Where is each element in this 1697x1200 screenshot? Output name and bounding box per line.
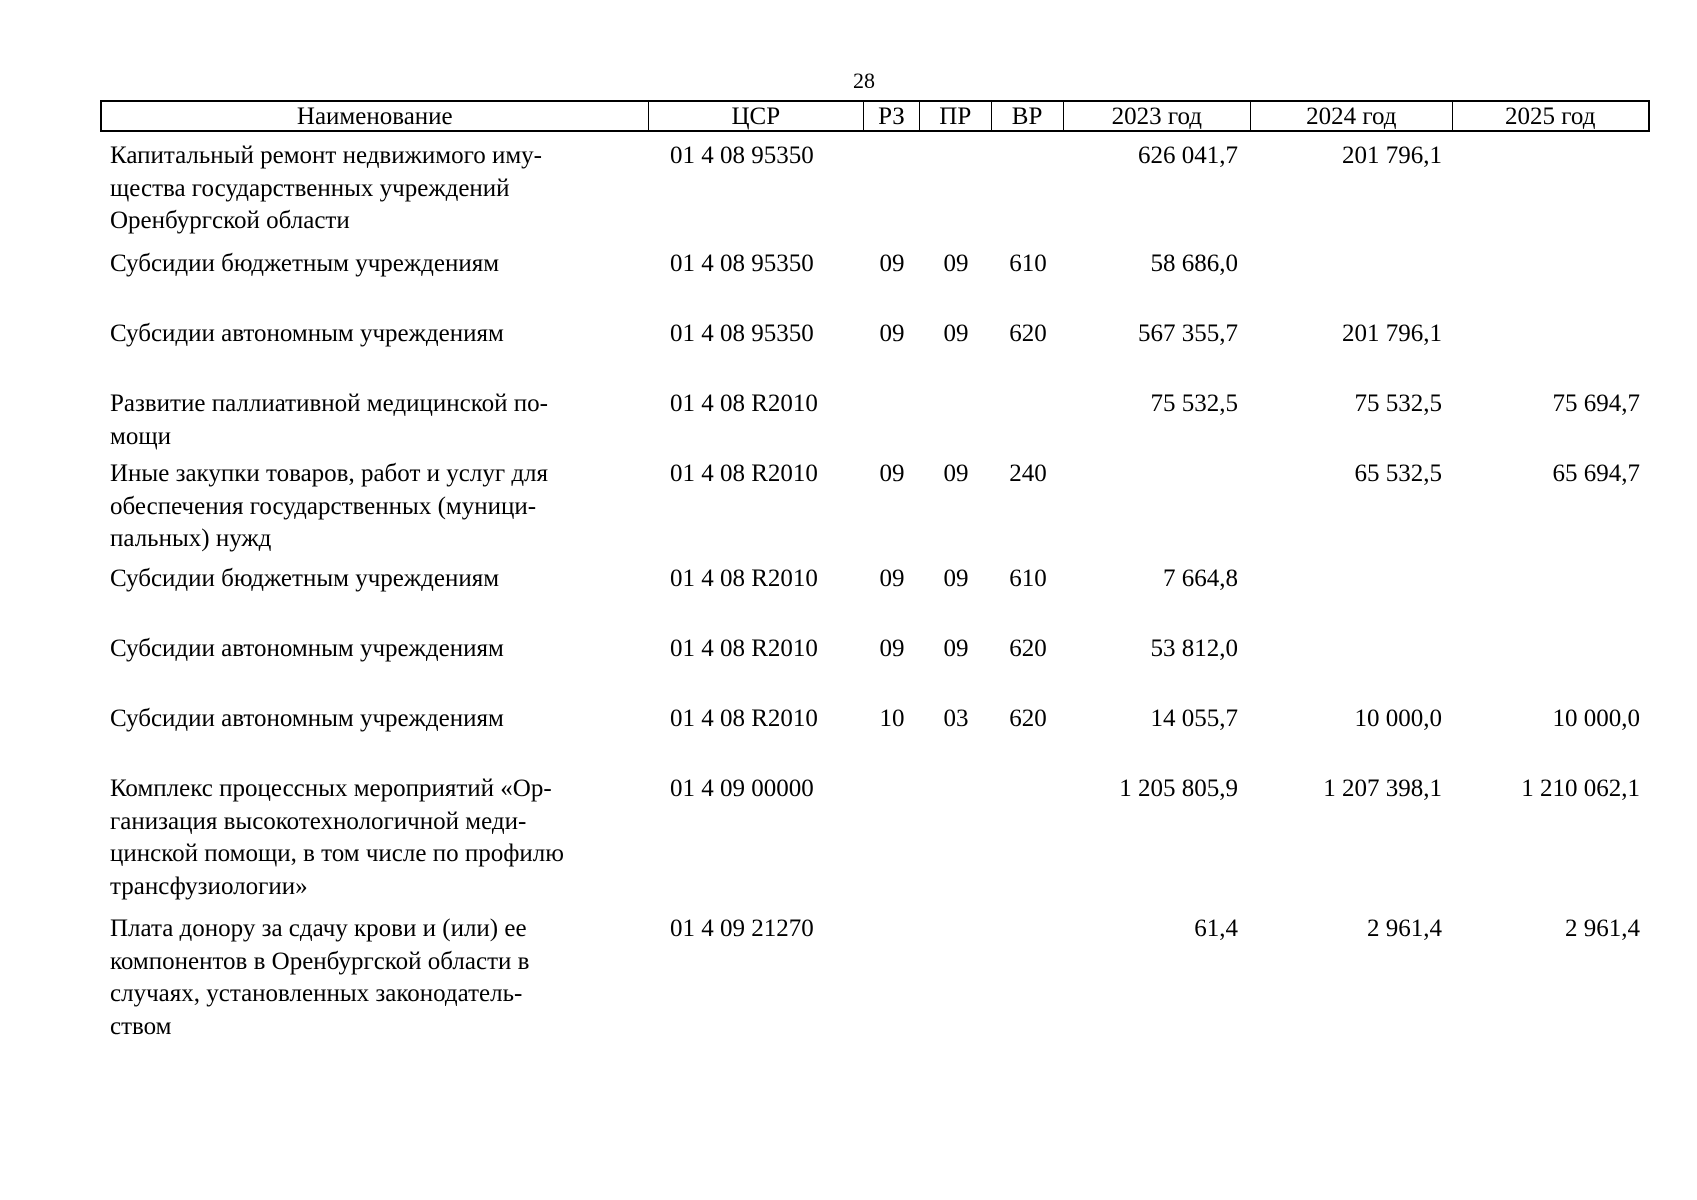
row-csr: 01 4 08 R2010: [670, 460, 818, 487]
row-pr: [920, 388, 992, 453]
row-rz: [864, 773, 920, 903]
header-rz: РЗ: [864, 102, 920, 130]
row-2024: 201 796,1: [1342, 320, 1442, 347]
row-csr: 01 4 08 95350: [670, 142, 814, 169]
row-2024: [1252, 248, 1454, 281]
row-rz: 09: [879, 565, 905, 592]
row-name-line: ством: [110, 1012, 172, 1040]
row-pr: 09: [943, 565, 969, 592]
row-name-line: компонентов в Оренбургской области в: [110, 947, 530, 975]
row-pr: 03: [943, 705, 969, 732]
row-name-line: Комплекс процессных мероприятий «Ор-: [110, 775, 552, 802]
row-name: [100, 248, 648, 281]
row-rz: 09: [879, 460, 905, 487]
row-name: [100, 563, 648, 596]
table-row: [100, 773, 1650, 903]
row-2025: [1454, 318, 1650, 351]
row-vr: [992, 913, 1064, 1043]
row-vr: 610: [1009, 565, 1047, 592]
table-row: [100, 633, 1650, 666]
row-2024: 10 000,0: [1354, 705, 1442, 732]
row-pr: 09: [943, 320, 969, 347]
row-2024: [1252, 563, 1454, 596]
row-name: [100, 703, 648, 736]
row-csr: 01 4 08 R2010: [670, 705, 818, 732]
row-2024: 201 796,1: [1342, 142, 1442, 169]
row-2023: 58 686,0: [1150, 250, 1238, 277]
row-vr: [992, 140, 1064, 238]
row-2023: 7 664,8: [1163, 565, 1238, 592]
row-rz: 09: [879, 320, 905, 347]
row-2025: [1454, 563, 1650, 596]
header-2023: 2023 год: [1064, 102, 1252, 130]
header-vr: ВР: [992, 102, 1064, 130]
table-row: [100, 318, 1650, 351]
row-2025: [1454, 140, 1650, 238]
row-csr: 01 4 08 R2010: [670, 390, 818, 417]
row-2025: 1 210 062,1: [1521, 775, 1640, 802]
row-vr: 620: [1009, 320, 1047, 347]
row-name-line: трансфузиологии»: [110, 872, 308, 900]
row-name: [100, 913, 648, 1043]
table-row: [100, 388, 1650, 453]
table-row: [100, 140, 1650, 238]
row-vr: 240: [1009, 460, 1047, 487]
row-rz: 09: [879, 250, 905, 277]
row-pr: [920, 140, 992, 238]
row-pr: [920, 913, 992, 1043]
row-name-line: цинской помощи, в том числе по профилю: [110, 840, 564, 867]
row-rz: 10: [879, 705, 905, 732]
row-csr: 01 4 08 R2010: [670, 635, 818, 662]
row-name-line: Оренбургской области: [110, 207, 350, 234]
row-csr: 01 4 08 95350: [670, 250, 814, 277]
row-vr: [992, 773, 1064, 903]
row-2024: 65 532,5: [1354, 460, 1442, 487]
row-name: [100, 140, 648, 238]
row-2025: 2 961,4: [1565, 915, 1640, 942]
row-name: [100, 318, 648, 351]
row-2023: [1064, 458, 1252, 556]
row-2024: 2 961,4: [1367, 915, 1442, 942]
table-row: [100, 913, 1650, 1043]
row-name-line: случаях, установленных законодатель-: [110, 980, 523, 1007]
row-vr: 620: [1009, 705, 1047, 732]
row-name-line: обеспечения государственных (муници-: [110, 492, 537, 520]
table-header: [100, 100, 1650, 132]
row-2024: 75 532,5: [1354, 390, 1442, 417]
row-pr: 09: [943, 635, 969, 662]
row-2025: 75 694,7: [1552, 390, 1640, 417]
row-name-line: Субсидии бюджетным учреждениям: [110, 565, 500, 592]
row-2024: 1 207 398,1: [1323, 775, 1442, 802]
row-csr: 01 4 09 00000: [670, 775, 814, 802]
table-row: [100, 563, 1650, 596]
row-2023: 14 055,7: [1150, 705, 1238, 732]
row-pr: 09: [943, 250, 969, 277]
row-2024: [1252, 633, 1454, 666]
row-name: [100, 388, 648, 453]
row-vr: [992, 388, 1064, 453]
row-name: [100, 458, 648, 556]
row-2023: 75 532,5: [1150, 390, 1238, 417]
row-name-line: Субсидии автономным учреждениям: [110, 635, 504, 662]
row-name-line: Субсидии автономным учреждениям: [110, 705, 504, 732]
header-2024: 2024 год: [1251, 102, 1452, 130]
row-name-line: Капитальный ремонт недвижимого иму-: [110, 142, 542, 169]
row-name-line: мощи: [110, 422, 171, 450]
row-2025: [1454, 633, 1650, 666]
row-name-line: щества государственных учреждений: [110, 174, 510, 202]
row-name-line: пальных) нужд: [110, 525, 272, 552]
row-name-line: Субсидии бюджетным учреждениям: [110, 250, 500, 277]
row-csr: 01 4 08 R2010: [670, 565, 818, 592]
table-row: [100, 248, 1650, 281]
row-name-line: Субсидии автономным учреждениям: [110, 320, 504, 347]
row-pr: 09: [943, 460, 969, 487]
header-pr: ПР: [920, 102, 992, 130]
row-rz: 09: [879, 635, 905, 662]
page-number-text: 28: [853, 68, 875, 93]
row-2023: 53 812,0: [1150, 635, 1238, 662]
row-rz: [864, 388, 920, 453]
row-vr: 620: [1009, 635, 1047, 662]
row-csr: 01 4 08 95350: [670, 320, 814, 347]
row-name: [100, 633, 648, 666]
budget-table: [100, 100, 1650, 1040]
row-vr: 610: [1009, 250, 1047, 277]
row-name-line: Развитие паллиативной медицинской по-: [110, 390, 548, 417]
row-2025: 10 000,0: [1552, 705, 1640, 732]
row-rz: [864, 913, 920, 1043]
row-csr: 01 4 09 21270: [670, 915, 814, 942]
row-name-line: Иные закупки товаров, работ и услуг для: [110, 460, 549, 487]
header-csr: ЦСР: [649, 102, 864, 130]
row-2023: 61,4: [1194, 915, 1238, 942]
header-name: Наименование: [102, 102, 649, 130]
row-name-line: ганизация высокотехнологичной меди-: [110, 807, 527, 835]
table-row: [100, 458, 1650, 556]
row-2023: 626 041,7: [1138, 142, 1238, 169]
row-2025: 65 694,7: [1552, 460, 1640, 487]
row-2025: [1454, 248, 1650, 281]
table-row: [100, 703, 1650, 736]
header-2025: 2025 год: [1505, 103, 1596, 130]
row-pr: [920, 773, 992, 903]
row-rz: [864, 140, 920, 238]
row-name-line: Плата донору за сдачу крови и (или) ее: [110, 915, 527, 942]
row-2023: 567 355,7: [1138, 320, 1238, 347]
row-2023: 1 205 805,9: [1119, 775, 1238, 802]
row-name: [100, 773, 648, 903]
